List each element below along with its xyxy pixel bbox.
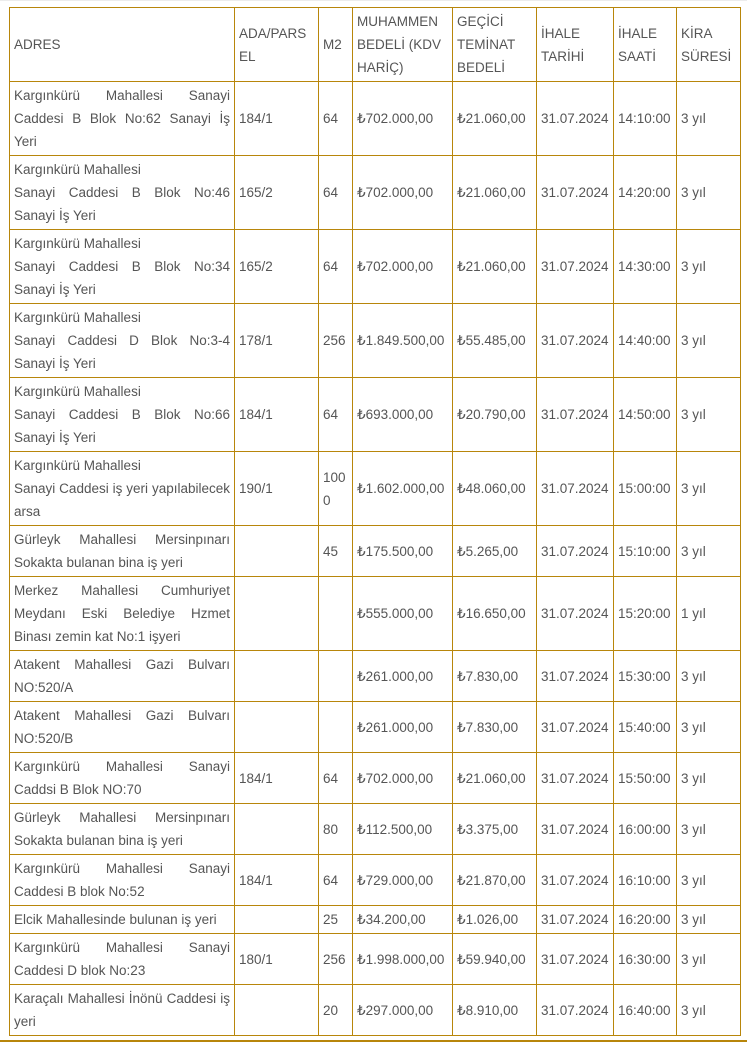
adres-text: Kargınkürü Mahallesi Sanayi Caddesi D blok No:23 (14, 940, 230, 978)
cell-ihale-saati: 14:10:00 (614, 82, 677, 156)
adres-text: Sanayi Caddesi iş yeri yapılabilecek arsa (14, 481, 230, 519)
cell-ihale-saati: 16:10:00 (614, 855, 677, 906)
cell-kira-suresi: 3 yıl (677, 934, 741, 985)
cell-muhammen-bedeli: ₺555.000,00 (353, 577, 453, 651)
cell-gecici-teminat: ₺55.485,00 (453, 304, 537, 378)
adres-text: Kargınkürü Mahallesi Sanayi Caddesi B blok No:52 (14, 861, 230, 899)
cell-gecici-teminat: ₺21.060,00 (453, 230, 537, 304)
header-ihale-saati: İHALE SAATİ (614, 8, 677, 82)
adres-text: Kargınkürü Mahallesi Sanayi Caddesi B Blok No:62 Sanayi İş Yeri (14, 88, 230, 149)
table-row-15 (10, 934, 741, 985)
cell-ada-parsel (235, 906, 319, 934)
adres-text: Elcik Mahallesinde bulunan iş yeri (14, 912, 217, 927)
cell-ihale-tarihi: 31.07.2024 (537, 577, 614, 651)
cell-adres (10, 804, 235, 855)
cell-ada-parsel: 184/1 (235, 82, 319, 156)
cell-ihale-saati: 15:50:00 (614, 753, 677, 804)
cell-m2: 45 (319, 526, 353, 577)
adres-text: Sanayi Caddesi B Blok No:46 Sanayi İş Yeri (14, 185, 230, 223)
cell-adres (10, 304, 235, 378)
cell-m2: 64 (319, 753, 353, 804)
adres-text: Kargınkürü Mahallesi (14, 236, 141, 251)
cell-gecici-teminat: ₺20.790,00 (453, 378, 537, 452)
table-row-14 (10, 906, 741, 934)
cell-ada-parsel (235, 702, 319, 753)
cell-muhammen-bedeli: ₺261.000,00 (353, 702, 453, 753)
cell-m2 (319, 702, 353, 753)
cell-adres (10, 378, 235, 452)
auction-table (9, 7, 741, 1036)
cell-kira-suresi: 3 yıl (677, 804, 741, 855)
cell-gecici-teminat: ₺7.830,00 (453, 651, 537, 702)
cell-muhammen-bedeli: ₺1.998.000,00 (353, 934, 453, 985)
table-row-8 (10, 577, 741, 651)
cell-ihale-saati: 15:40:00 (614, 702, 677, 753)
cell-adres (10, 526, 235, 577)
table-row-7 (10, 526, 741, 577)
cell-muhammen-bedeli: ₺693.000,00 (353, 378, 453, 452)
cell-ihale-saati: 16:40:00 (614, 985, 677, 1036)
cell-kira-suresi: 3 yıl (677, 526, 741, 577)
cell-m2: 256 (319, 304, 353, 378)
cell-adres (10, 452, 235, 526)
cell-kira-suresi: 3 yıl (677, 156, 741, 230)
cell-m2: 25 (319, 906, 353, 934)
cell-ada-parsel (235, 526, 319, 577)
cell-ihale-saati: 14:30:00 (614, 230, 677, 304)
table-row-12 (10, 804, 741, 855)
cell-gecici-teminat: ₺7.830,00 (453, 702, 537, 753)
cell-gecici-teminat: ₺21.870,00 (453, 855, 537, 906)
cell-m2 (319, 651, 353, 702)
cell-gecici-teminat: ₺16.650,00 (453, 577, 537, 651)
cell-ada-parsel: 178/1 (235, 304, 319, 378)
cell-ihale-tarihi: 31.07.2024 (537, 156, 614, 230)
table-row-1 (10, 82, 741, 156)
cell-ada-parsel (235, 577, 319, 651)
adres-text: Sanayi Caddesi B Blok No:34 Sanayi İş Yeri (14, 259, 230, 297)
cell-ihale-tarihi: 31.07.2024 (537, 304, 614, 378)
cell-muhammen-bedeli: ₺175.500,00 (353, 526, 453, 577)
cell-gecici-teminat: ₺8.910,00 (453, 985, 537, 1036)
table-row-16 (10, 985, 741, 1036)
cell-ada-parsel: 165/2 (235, 230, 319, 304)
cell-adres (10, 156, 235, 230)
cell-adres (10, 753, 235, 804)
header-ada-parsel: ADA/PARSEL (235, 8, 319, 82)
cell-gecici-teminat: ₺21.060,00 (453, 82, 537, 156)
cell-m2: 20 (319, 985, 353, 1036)
cell-ihale-saati: 15:10:00 (614, 526, 677, 577)
cell-muhammen-bedeli: ₺261.000,00 (353, 651, 453, 702)
cell-adres (10, 82, 235, 156)
cell-gecici-teminat: ₺1.026,00 (453, 906, 537, 934)
cell-m2: 64 (319, 82, 353, 156)
cell-muhammen-bedeli: ₺1.602.000,00 (353, 452, 453, 526)
cell-ihale-tarihi: 31.07.2024 (537, 753, 614, 804)
cell-muhammen-bedeli: ₺702.000,00 (353, 82, 453, 156)
adres-text: Sanayi Caddesi B Blok No:66 Sanayi İş Yeri (14, 407, 230, 445)
header-kira-suresi: KİRA SÜRESİ (677, 8, 741, 82)
cell-kira-suresi: 3 yıl (677, 378, 741, 452)
cell-ihale-tarihi: 31.07.2024 (537, 651, 614, 702)
cell-ihale-tarihi: 31.07.2024 (537, 378, 614, 452)
adres-text: Atakent Mahallesi Gazi Bulvarı NO:520/A (14, 657, 230, 695)
table-row-2 (10, 156, 741, 230)
header-gecici-teminat: GEÇİCİ TEMİNAT BEDELİ (453, 8, 537, 82)
cell-gecici-teminat: ₺5.265,00 (453, 526, 537, 577)
adres-text: Kargınkürü Mahallesi (14, 384, 141, 399)
cell-gecici-teminat: ₺59.940,00 (453, 934, 537, 985)
cell-ada-parsel (235, 985, 319, 1036)
cell-kira-suresi: 3 yıl (677, 855, 741, 906)
cell-m2: 64 (319, 855, 353, 906)
cell-ihale-saati: 16:30:00 (614, 934, 677, 985)
cell-m2: 80 (319, 804, 353, 855)
adres-text: Merkez Mahallesi Cumhuriyet Meydanı Eski Belediye Hzmet Binası zemin kat No:1 işyeri (14, 583, 230, 644)
cell-ihale-tarihi: 31.07.2024 (537, 804, 614, 855)
cell-ihale-saati: 14:40:00 (614, 304, 677, 378)
cell-adres (10, 702, 235, 753)
cell-muhammen-bedeli: ₺297.000,00 (353, 985, 453, 1036)
table-row-3 (10, 230, 741, 304)
adres-text: Atakent Mahallesi Gazi Bulvarı NO:520/B (14, 708, 230, 746)
cell-kira-suresi: 3 yıl (677, 985, 741, 1036)
cell-ihale-tarihi: 31.07.2024 (537, 934, 614, 985)
cell-adres (10, 651, 235, 702)
cell-ihale-saati: 16:00:00 (614, 804, 677, 855)
cell-muhammen-bedeli: ₺729.000,00 (353, 855, 453, 906)
table-body (10, 82, 741, 1036)
adres-text: Gürleyk Mahallesi Mersinpınarı Sokakta bulanan bina iş yeri (14, 532, 230, 570)
cell-m2: 64 (319, 378, 353, 452)
cell-adres (10, 934, 235, 985)
cell-adres (10, 230, 235, 304)
cell-kira-suresi: 3 yıl (677, 304, 741, 378)
cell-ada-parsel (235, 804, 319, 855)
adres-text: Sanayi Caddesi D Blok No:3-4 Sanayi İş Yeri (14, 333, 230, 371)
cell-ihale-tarihi: 31.07.2024 (537, 855, 614, 906)
header-ihale-tarihi: İHALE TARİHİ (537, 8, 614, 82)
cell-ihale-tarihi: 31.07.2024 (537, 985, 614, 1036)
cell-ihale-tarihi: 31.07.2024 (537, 906, 614, 934)
cell-ada-parsel: 184/1 (235, 753, 319, 804)
cell-ada-parsel: 184/1 (235, 378, 319, 452)
auction-table-container (0, 7, 747, 1036)
cell-muhammen-bedeli: ₺702.000,00 (353, 156, 453, 230)
adres-text: Gürleyk Mahallesi Mersinpınarı Sokakta bulanan bina iş yeri (14, 810, 230, 848)
adres-text: Kargınkürü Mahallesi (14, 162, 141, 177)
cell-ada-parsel: 190/1 (235, 452, 319, 526)
cell-muhammen-bedeli: ₺702.000,00 (353, 753, 453, 804)
cell-m2: 1000 (319, 452, 353, 526)
table-row-5 (10, 378, 741, 452)
table-row-11 (10, 753, 741, 804)
cell-ada-parsel: 165/2 (235, 156, 319, 230)
table-row-10 (10, 702, 741, 753)
table-row-4 (10, 304, 741, 378)
cell-ihale-tarihi: 31.07.2024 (537, 230, 614, 304)
cell-gecici-teminat: ₺3.375,00 (453, 804, 537, 855)
cell-m2: 64 (319, 230, 353, 304)
cell-kira-suresi: 3 yıl (677, 452, 741, 526)
cell-muhammen-bedeli: ₺112.500,00 (353, 804, 453, 855)
cell-ihale-saati: 15:30:00 (614, 651, 677, 702)
adres-text: Karaçalı Mahallesi İnönü Caddesi iş yeri (14, 991, 230, 1029)
cell-kira-suresi: 3 yıl (677, 651, 741, 702)
cell-muhammen-bedeli: ₺702.000,00 (353, 230, 453, 304)
cell-kira-suresi: 3 yıl (677, 82, 741, 156)
cell-ihale-saati: 14:50:00 (614, 378, 677, 452)
cell-m2 (319, 577, 353, 651)
cell-adres (10, 906, 235, 934)
cell-kira-suresi: 3 yıl (677, 753, 741, 804)
cell-adres (10, 985, 235, 1036)
cell-ihale-saati: 16:20:00 (614, 906, 677, 934)
table-row-13 (10, 855, 741, 906)
table-row-6 (10, 452, 741, 526)
cell-kira-suresi: 3 yıl (677, 906, 741, 934)
header-muhammen-bedeli: MUHAMMEN BEDELİ (KDV HARİÇ) (353, 8, 453, 82)
cell-gecici-teminat: ₺48.060,00 (453, 452, 537, 526)
cell-kira-suresi: 1 yıl (677, 577, 741, 651)
table-row-9 (10, 651, 741, 702)
cell-ihale-tarihi: 31.07.2024 (537, 452, 614, 526)
cell-ihale-tarihi: 31.07.2024 (537, 82, 614, 156)
cell-adres (10, 577, 235, 651)
cell-kira-suresi: 3 yıl (677, 702, 741, 753)
cell-gecici-teminat: ₺21.060,00 (453, 156, 537, 230)
adres-text: Kargınkürü Mahallesi Sanayi Caddsi B Blok NO:70 (14, 759, 230, 797)
adres-text: Kargınkürü Mahallesi (14, 310, 141, 325)
cell-ada-parsel (235, 651, 319, 702)
cell-kira-suresi: 3 yıl (677, 230, 741, 304)
cell-m2: 256 (319, 934, 353, 985)
cell-m2: 64 (319, 156, 353, 230)
cell-ihale-tarihi: 31.07.2024 (537, 526, 614, 577)
cell-gecici-teminat: ₺21.060,00 (453, 753, 537, 804)
cell-adres (10, 855, 235, 906)
header-row (10, 8, 741, 82)
header-m2: M2 (319, 8, 353, 82)
cell-ihale-saati: 15:00:00 (614, 452, 677, 526)
adres-text: Kargınkürü Mahallesi (14, 458, 141, 473)
header-adres: ADRES (10, 8, 235, 82)
cell-ada-parsel: 180/1 (235, 934, 319, 985)
cell-ihale-saati: 15:20:00 (614, 577, 677, 651)
cell-ada-parsel: 184/1 (235, 855, 319, 906)
cell-ihale-saati: 14:20:00 (614, 156, 677, 230)
cell-muhammen-bedeli: ₺1.849.500,00 (353, 304, 453, 378)
cell-ihale-tarihi: 31.07.2024 (537, 702, 614, 753)
cell-muhammen-bedeli: ₺34.200,00 (353, 906, 453, 934)
